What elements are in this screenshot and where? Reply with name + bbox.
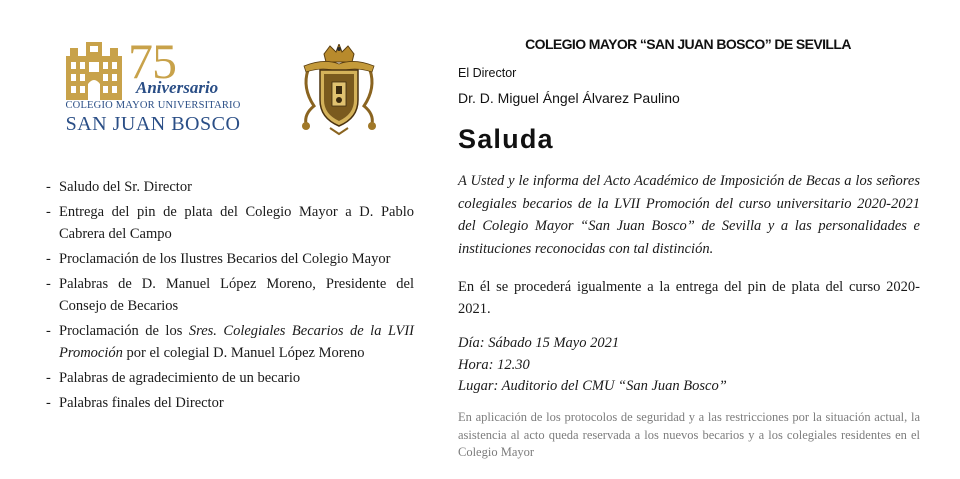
event-time: Hora: 12.30 [458,356,530,373]
anniversary-logo [62,33,252,138]
event-place: Lugar: Auditorio del CMU “San Juan Bosco” [458,378,727,394]
list-item [46,320,414,364]
page-title: Saluda [458,124,554,154]
list-item: - Saludo del Sr. Director [46,176,414,198]
director-name: Dr. D. Miguel Ángel Álvarez Paulino [458,90,680,106]
intro-paragraph: A Usted y le informa del Acto Académico de Imposición de Becas a los señores colegiales becarios de la LVII Promoción del curso universitario 2020-2021 del Colegio Mayor “San Juan Bosco” de Sevilla y a las personalidades e instituciones reconocidas con tal distinción. [458,173,920,257]
event-day: Día: Sábado 15 Mayo 2021 [458,335,620,351]
program-list [46,176,414,417]
list-item: - Palabras finales del Director [46,392,414,414]
logo-name-line: SAN JUAN BOSCO [65,113,241,135]
list-item: - Entrega del pin de plata del Colegio Mayor a D. Pablo Cabrera del Campo [46,201,414,245]
pin-paragraph: En él se procederá igualmente a la entrega del pin de plata del curso 2020-2021. [458,279,920,317]
coat-of-arms-icon [294,44,384,136]
list-item: - Proclamación de los Ilustres Becarios del Colegio Mayor [46,248,414,270]
safety-notice: En aplicación de los protocolos de seguridad y a las restricciones por la situación actual, la asistencia al acto queda reservada a los nuevos becarios y a los colegiales residentes en el Colegio Mayor [458,410,920,459]
director-role: El Director [458,66,517,80]
organization-heading: COLEGIO MAYOR “SAN JUAN BOSCO” DE SEVILLA [525,36,851,52]
event-details [458,333,727,398]
anniversary-word: Aniversario [136,78,219,97]
list-item-text: Proclamación de los [59,323,189,339]
list-item: - Palabras de D. Manuel López Moreno, Presidente del Consejo de Becarios [46,273,414,317]
logo-college-line: COLEGIO MAYOR UNIVERSITARIO [65,100,241,111]
list-item-text: por el colegial D. Manuel López Moreno [122,345,365,361]
anniversary-number: 75 [128,33,176,89]
list-item-emphasis: Sres. Colegiales Becarios de la LVII Promoción [59,323,414,361]
building-icon [66,42,122,100]
list-item: - Palabras de agradecimiento de un becario [46,367,414,389]
